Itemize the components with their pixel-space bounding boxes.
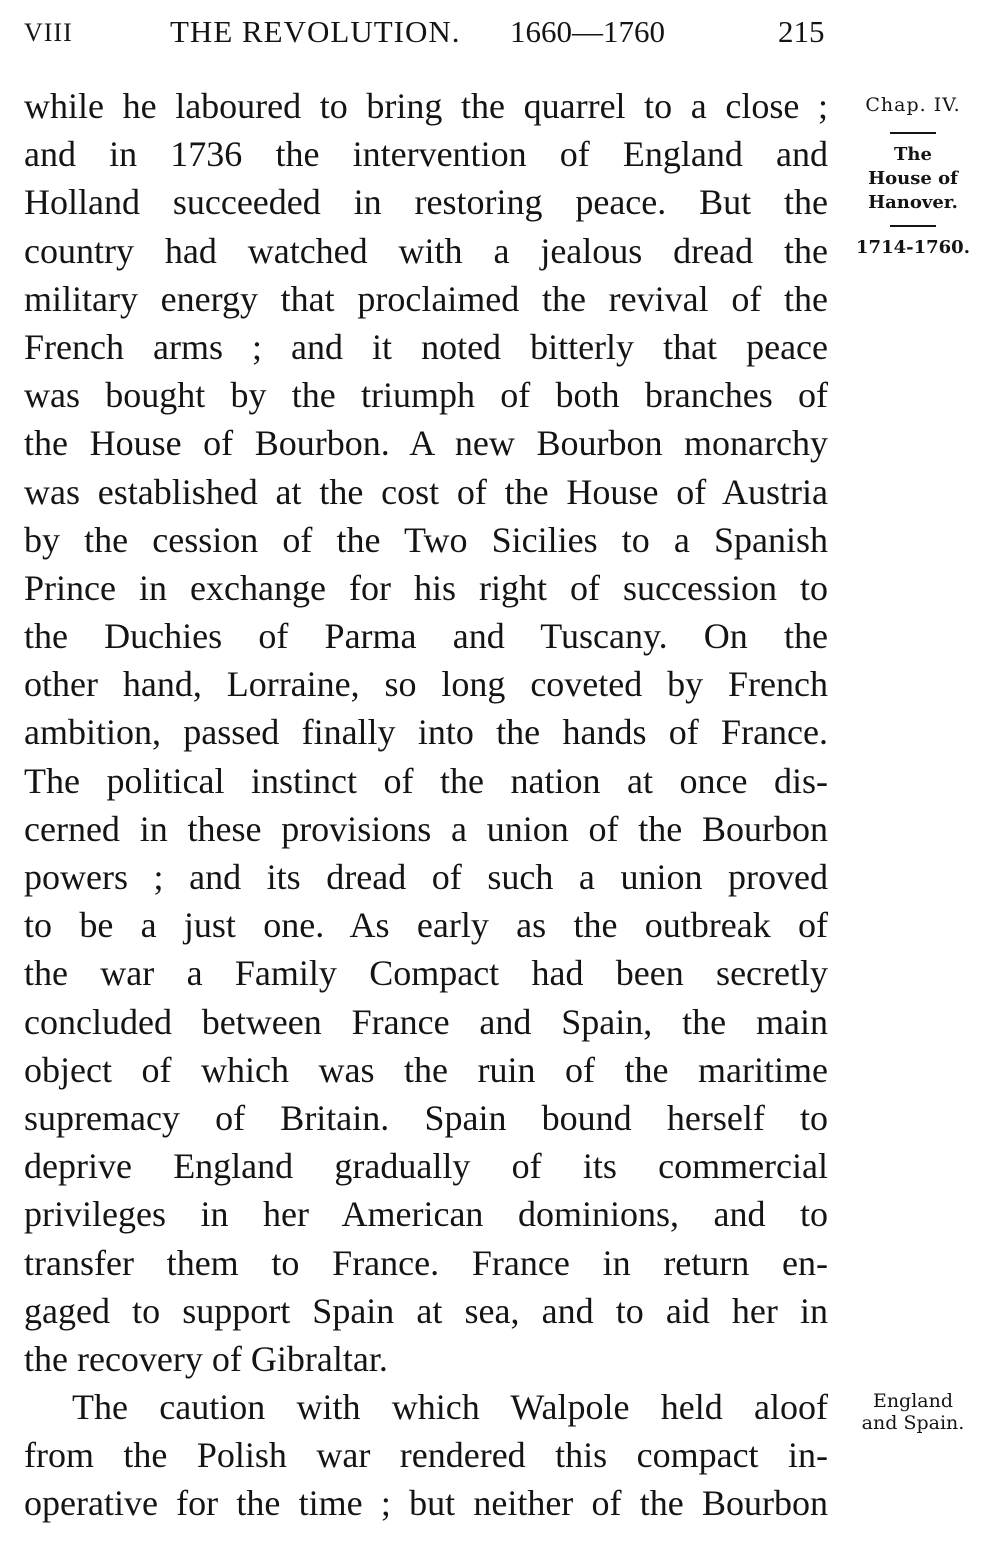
running-years: 1660—1760 [510,14,665,49]
text-line: ambition, passed finally into the hands of France. [24,712,828,753]
text-line: military energy that proclaimed the revival of the [24,278,828,319]
margin-note-england-spain [848,1390,978,1434]
text-line: while he laboured to bring the quarrel to a close ; [24,86,828,126]
margin-section-line: Hanover. [868,192,958,213]
margin-rule [890,132,936,134]
text-line: the Duchies of Parma and Tuscany. On the [24,616,828,657]
text-line: deprive England gradually of its commercial [24,1146,828,1187]
text-line: privileges in her American dominions, and to [24,1194,828,1235]
text-line: powers ; and its dread of such a union proved [24,857,828,897]
margin-section-line: The [894,144,932,165]
text-line: operative for the time ; but neither of the Bourbon [24,1483,828,1524]
text-line: Holland succeeded in restoring peace. But the [24,182,828,223]
text-line: Prince in exchange for his right of succession to [24,567,828,608]
text-line: supremacy of Britain. Spain bound herself to [24,1097,828,1138]
text-line: French arms ; and it noted bitterly that peace [24,326,828,367]
running-title: THE REVOLUTION. [170,14,461,49]
text-line: the House of Bourbon. A new Bourbon monarchy [24,423,828,464]
text-line: to be a just one. As early as the outbreak of [24,905,828,946]
page-number: 215 [778,14,825,49]
margin-rule [890,225,936,227]
body-text [24,82,828,1528]
margin-note-line: and Spain. [861,1412,965,1434]
margin-note-line: England [872,1390,954,1412]
margin-chapter-label: Chap. IV. [865,94,961,116]
text-line: was bought by the triumph of both branches of [24,375,828,416]
text-line: was established at the cost of the House of Austria [24,471,828,512]
text-line: the war a Family Compact had been secretly [24,953,828,994]
chapter-numeral: VIII [24,18,73,47]
text-line: country had watched with a jealous dread the [24,230,828,271]
text-line: concluded between France and Spain, the main [24,1001,828,1042]
margin-section-years: 1714-1760. [856,237,970,258]
text-line: cerned in these provisions a union of the Bourbon [24,808,828,849]
text-line: The political instinct of the nation at once dis- [24,760,828,801]
text-line: from the Polish war rendered this compact in- [24,1435,828,1476]
text-line: transfer them to France. France in return en- [24,1242,828,1283]
paragraph-end-line: the recovery of Gibraltar. [24,1338,388,1379]
paragraph-start-line: The caution with which Walpole held aloof [72,1387,828,1428]
margin-section-line: House of [868,168,958,189]
text-line: and in 1736 the intervention of England and [24,134,828,175]
text-line: other hand, Lorraine, so long coveted by French [24,664,828,705]
running-header [0,12,1000,52]
text-line: gaged to support Spain at sea, and to aid her in [24,1290,828,1331]
text-line: object of which was the ruin of the maritime [24,1049,828,1090]
text-line: by the cession of the Two Sicilies to a Spanish [24,519,828,560]
